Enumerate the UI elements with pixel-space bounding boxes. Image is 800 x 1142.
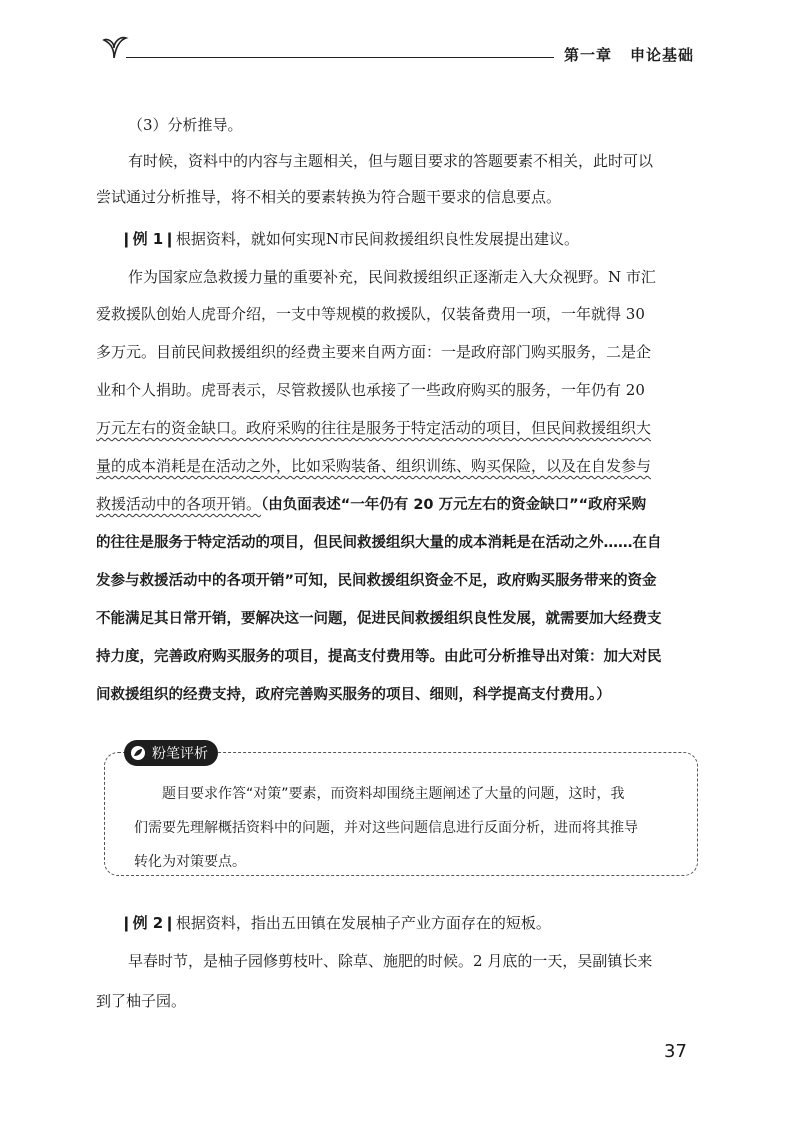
running-header (564, 44, 694, 65)
analysis-line: （由负面表述“一年仍有 20 万元左右的资金缺口”“政府采购 (261, 497, 647, 513)
example-1-text-line: 万元左右的资金缺口。政府采购的往往是服务于特定活动的项目，但民间救援组织大 (96, 419, 652, 437)
example-1-heading (120, 228, 579, 249)
example-1-marker-left: ❙ (120, 230, 133, 248)
comment-badge-label: 粉笔评析 (152, 746, 208, 762)
example-1-text-line (96, 493, 646, 514)
section-heading: （3）分析推导。 (128, 116, 243, 134)
analysis-line: 发参与救援活动中的各项开销”可知，民间救援组织资金不足，政府购买服务带来的资金 (96, 573, 657, 589)
example-1-text-line: 量的成本消耗是在活动之外，比如采购装备、组织训练、购买保险，以及在自发参与 (96, 457, 652, 475)
comment-line: 们需要先理解概括资料中的问题，并对这些问题信息进行反面分析，进而将其推导 (134, 820, 638, 836)
example-2-marker-left: ❙ (120, 914, 133, 932)
page-number: 37 (664, 1041, 687, 1062)
example-2-heading (120, 912, 551, 933)
example-1-prompt: 根据资料，就如何实现N市民间救援组织良性发展提出建议。 (175, 230, 579, 248)
comment-badge (124, 740, 218, 766)
example-1-marker-right: ❙ (163, 230, 176, 248)
header-rule (126, 57, 554, 58)
chapter-label: 第一章 (564, 46, 613, 64)
intro-line-1: 有时候，资料中的内容与主题相关，但与题目要求的答题要素不相关，此时可以 (128, 152, 654, 170)
example-2-marker-right: ❙ (163, 914, 176, 932)
chalk-leaf-icon (130, 745, 146, 761)
chapter-title: 申论基础 (630, 46, 695, 64)
comment-line: 题目要求作答“对策”要素，而资料却围绕主题阐述了大量的问题，这时，我 (162, 786, 625, 802)
analysis-line: 的往往是服务于特定活动的项目，但民间救援组织大量的成本消耗是在活动之外……在自 (96, 535, 662, 551)
comment-line: 转化为对策要点。 (134, 854, 246, 870)
analysis-line: 不能满足其日常开销，要解决这一问题，促进民间救援组织良性发展，就需要加大经费支 (96, 611, 662, 627)
intro-line-2: 尝试通过分析推导，将不相关的要素转换为符合题干要求的信息要点。 (96, 188, 562, 206)
example-1-text-line: 业和个人捐助。虎哥表示，尽管救援队也承接了一些政府购买的服务，一年仍有 20 (96, 381, 645, 399)
example-1-text-line: 多万元。目前民间救援组织的经费主要来自两方面：一是政府部门购买服务，二是企 (96, 343, 652, 361)
example-1-label: 例 1 (132, 230, 164, 248)
example-2-text-line: 早春时节，是柚子园修剪枝叶、除草、施肥的时候。2 月底的一天，吴副镇长来 (128, 952, 653, 970)
example-2-prompt: 根据资料，指出五田镇在发展柚子产业方面存在的短板。 (175, 914, 551, 932)
example-2-text-line: 到了柚子园。 (96, 992, 187, 1010)
example-2-label: 例 2 (132, 914, 164, 932)
analysis-line: 持力度，完善政府购买服务的项目，提高支付费用等。由此可分析推导出对策：加大对民 (96, 649, 662, 665)
analysis-line: 间救援组织的经费支持，政府完善购买服务的项目、细则，科学提高支付费用。） (96, 687, 611, 703)
example-1-text-line: 爱救援队创始人虎哥介绍，一支中等规模的救援队，仅装备费用一项，一年就得 30 (96, 305, 645, 323)
example-1-text-line: 作为国家应急救援力量的重要补充，民间救援组织正逐渐走入大众视野。N 市汇 (128, 268, 656, 286)
example-1-text-end: 救援活动中的各项开销。 (96, 495, 262, 513)
